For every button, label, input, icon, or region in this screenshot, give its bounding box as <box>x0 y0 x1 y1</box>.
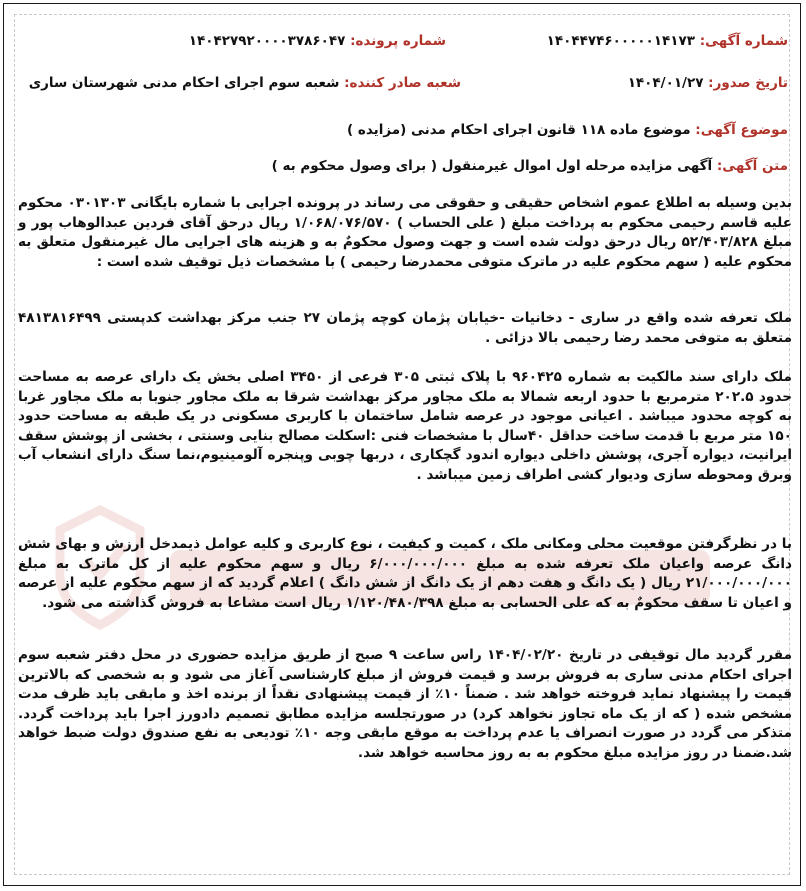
paragraph-auction-terms: مقرر گردید مال توقیفی در تاریخ ۱۴۰۴/۰۲/۲۰ راس ساعت ۹ صبح از طریق مزایده حضوری در محل دفتر شعبه سوم اجرای احکام مدنی ساری به فروش برسد و قیمت فروش از مبلغ کارشناسی آغاز می شود و به شخصی که بالاترین قیمت را پیشنهاد نماید فروخته خواهد شد . ضمناً ۱۰٪ از قیمت پیشنهادی نقداً از برنده اخذ و مابقی باید ظرف مدت مشخص شده ( که از یک ماه تجاوز نخواهد کرد) در صورتجلسه مزایده مطابق تصمیم دادورز اجرا باید پرداخت گردد. متذکر می گردد در صورت انصراف یا عدم پرداخت به موقع مابقی وجه ۱۰٪ تودیعی به نفع صندوق دولت ضبط خواهد شد.ضمنا در روز مزایده مبلغ محکوم به به روز محاسبه خواهد شد. <box>18 647 793 761</box>
issuer: شعبه سوم اجرای احکام مدنی شهرستان ساری <box>28 75 340 91</box>
notice-text-label: متن آگهی: <box>716 158 788 174</box>
issue-date-row <box>628 75 788 91</box>
issue-date: ۱۴۰۴/۰۱/۲۷ <box>627 75 704 91</box>
case-number-row <box>189 33 446 49</box>
notice-number-label: شماره آگهی: <box>699 33 788 49</box>
paragraph-location: ملک تعرفه شده واقع در ساری - دخانیات -خیابان پژمان کوچه پژمان ۲۷ جنب مرکز بهداشت کدپستی ۴۸۱۳۸۱۶۴۹۹ متعلق به متوفی محمد رضا رحیمی بالا دزائی . <box>18 310 792 346</box>
case-number-label: شماره پرونده: <box>350 33 446 49</box>
issuer-label: شعبه صادر کننده: <box>344 75 461 91</box>
paragraph-property-details: ملک دارای سند مالکیت به شماره ۹۶۰۴۲۵ با پلاک ثبتی ۳۰۵ فرعی از ۳۴۵۰ اصلی بخش یک دارای عرصه به مساحت حدود ۲۰۲.۵ مترمربع با حدود اربعه شمالا به ملک مجاور مرکز بهداشت شرقا به ملک مجاور جنوبا به ملک مجاور غربا به کوچه محدود میباشد . اعیانی موجود در عرصه شامل ساختمان با کاربری مسکونی در یک طبقه به مساحت حدود ۱۵۰ متر مربع با قدمت ساخت حداقل ۴۰سال با مشخصات فنی :اسکلت مصالح بنایی وسنتی ، بخشی از پوشش سقف ایرانیت، دیواره آجری، پوشش داخلی دیواره اندود گچکاری ، دربها چوبی وپنجره آلومینیوم،نما سنگ دارای انشعاب آب وبرق ومحوطه سازی وديوار کشی اطراف زمین میباشد . <box>18 369 792 483</box>
subject-row <box>347 122 788 138</box>
paragraph-intro: بدین وسیله به اطلاع عموم اشخاص حقیقی و حقوقی می رساند در پرونده اجرایی با شماره بایگانی ۰۳۰۱۳۰۳ محکوم علیه قاسم رحیمی محکوم به پرداخت مبلغ ( علی الحساب ) ۱/۰۶۸/۰۷۶/۵۷۰ ریال درحق آقای فردین عبدالوهاب پور و مبلغ ۵۲/۴۰۳/۸۲۸ ریال درحق دولت شده است و جهت وصول محکومٌ به و هزینه های اجرایی مال غیرمنقول متعلق به محکوم علیه ( سهم محکوم علیه در ماترک متوفی محمدرضا رحیمی ) با مشخصات ذیل توقیف شده است : <box>18 195 793 270</box>
subject-value: موضوع ماده ۱۱۸ قانون اجرای احکام مدنی (مزایده ) <box>347 122 691 138</box>
notice-number-row <box>547 33 788 49</box>
issuer-row <box>29 75 461 91</box>
notice-text-value: آگهی مزایده مرحله اول اموال غیرمنقول ( برای وصول محکوم به ) <box>271 158 713 174</box>
case-number: ۱۴۰۴۲۷۹۲۰۰۰۰۳۷۸۶۰۴۷ <box>188 33 346 49</box>
paragraph-valuation: با در نظرگرفتن موقعیت محلی ومکانی ملک ، کمیت و کیفیت ، نوع کاربری و کلیه عوامل ذیمدخل ارزش و بهای شش دانگ عرصه واعیان ملک تعرفه شده به مبلغ ۶/۰۰۰/۰۰۰/۰۰۰ ریال و سهم محکوم علیه از کل ماترک به مبلغ ۲۱/۰۰۰/۰۰۰/۰۰۰ ریال ( یک دانگ و هفت دهم از یک دانگ از شش دانگ ) اعلام گردید که از سهم محکوم علیه از عرصه و اعیان تا سقف محکومٌ به که علی الحسابی به مبلغ ۱/۱۲۰/۴۸۰/۳۹۸ ریال است مشاعا به فروش گذاشته می شود. <box>18 536 793 611</box>
notice-number: ۱۴۰۴۴۷۴۶۰۰۰۰۰۱۴۱۷۳ <box>546 33 695 49</box>
issue-date-label: تاریخ صدور: <box>708 75 788 91</box>
notice-text-row <box>272 158 788 174</box>
subject-label: موضوع آگهی: <box>695 122 788 138</box>
